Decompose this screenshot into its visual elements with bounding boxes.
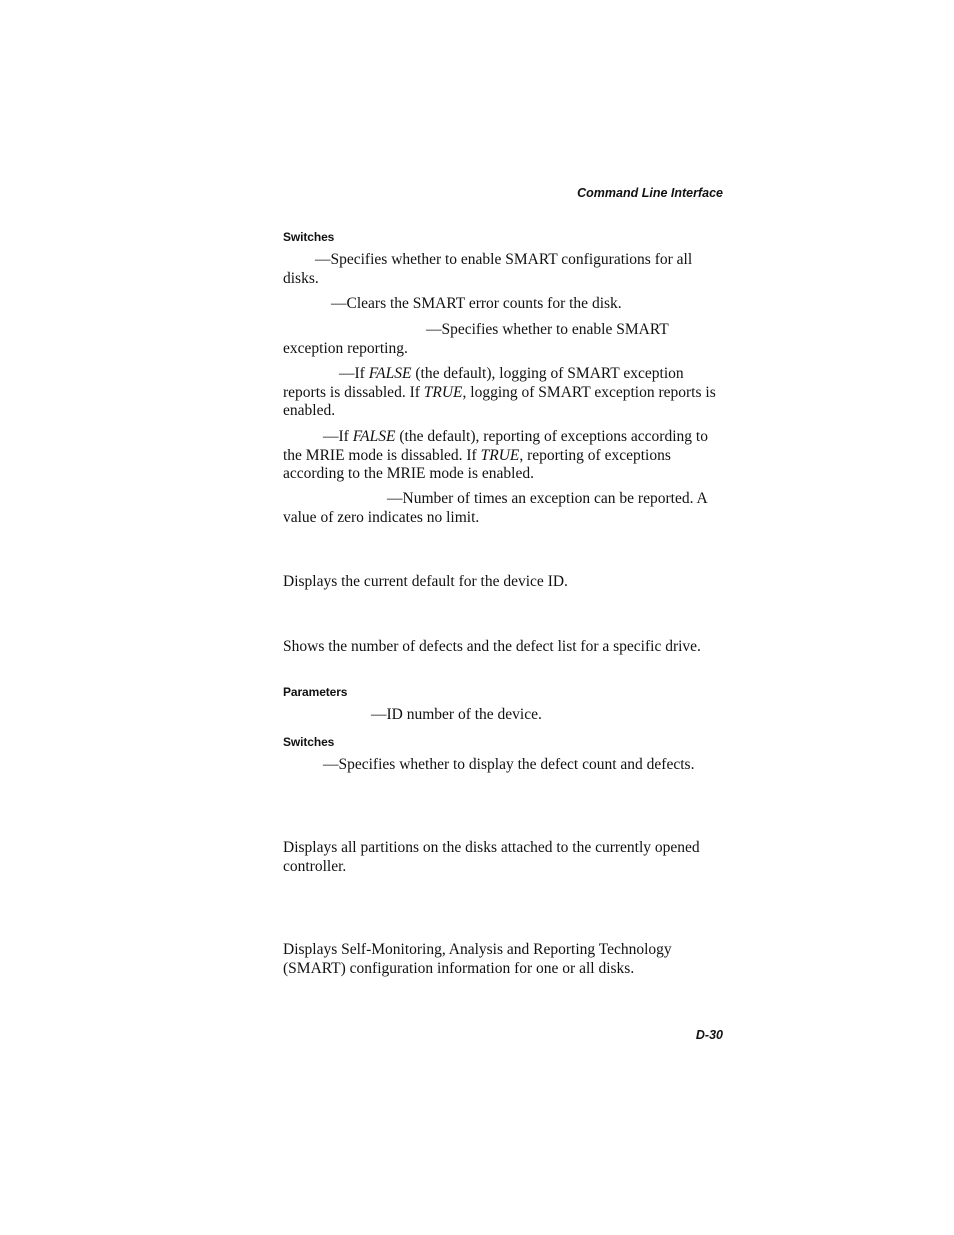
switch-exception-reporting-description: —Specifies whether to enable SMART exception reporting. bbox=[283, 321, 669, 357]
switch-clear-errors-description: —Clears the SMART error counts for the disk. bbox=[331, 295, 622, 312]
mrie-suffix: , reporting of exceptions according to the MRIE mode is enabled. bbox=[283, 446, 671, 482]
logging-middle: (the default), logging of SMART exception reports is dissabled. If bbox=[283, 365, 684, 401]
switches-heading: Switches bbox=[283, 230, 335, 244]
defects-description: Shows the number of defects and the defect list for a specific drive. bbox=[283, 638, 701, 655]
logging-suffix: , logging of SMART exception reports is enabled. bbox=[283, 383, 716, 419]
switch-exception-count-description: —Number of times an exception can be reported. A value of zero indicates no limit. bbox=[283, 490, 707, 526]
mrie-middle: (the default), reporting of exceptions according to the MRIE mode is dissabled. If bbox=[283, 428, 708, 464]
mrie-prefix: —If bbox=[323, 428, 353, 445]
device-default-description: Displays the current default for the device ID. bbox=[283, 573, 568, 590]
mrie-false-word: FALSE bbox=[352, 428, 396, 445]
defects-switches-heading: Switches bbox=[283, 735, 335, 749]
logging-false-word: FALSE bbox=[368, 365, 412, 382]
logging-prefix: —If bbox=[339, 365, 369, 382]
page-number: D-30 bbox=[695, 1028, 723, 1042]
parameters-heading: Parameters bbox=[283, 685, 348, 699]
logging-true-word: TRUE bbox=[423, 383, 463, 401]
parameter-device-id-description: —ID number of the device. bbox=[371, 706, 542, 723]
running-header: Command Line Interface bbox=[577, 186, 723, 200]
partitions-description: Displays all partitions on the disks attached to the currently opened controller. bbox=[283, 839, 700, 875]
mrie-true-word: TRUE bbox=[480, 446, 520, 464]
switch-mrie-description bbox=[283, 428, 723, 484]
switch-defect-count-description: —Specifies whether to display the defect count and defects. bbox=[323, 756, 695, 773]
switch-logging-description bbox=[283, 365, 723, 421]
smart-description: Displays Self-Monitoring, Analysis and Reporting Technology (SMART) configuration information for one or all disks. bbox=[283, 941, 672, 977]
switch-smart-config-description: —Specifies whether to enable SMART configurations for all disks. bbox=[283, 251, 693, 287]
